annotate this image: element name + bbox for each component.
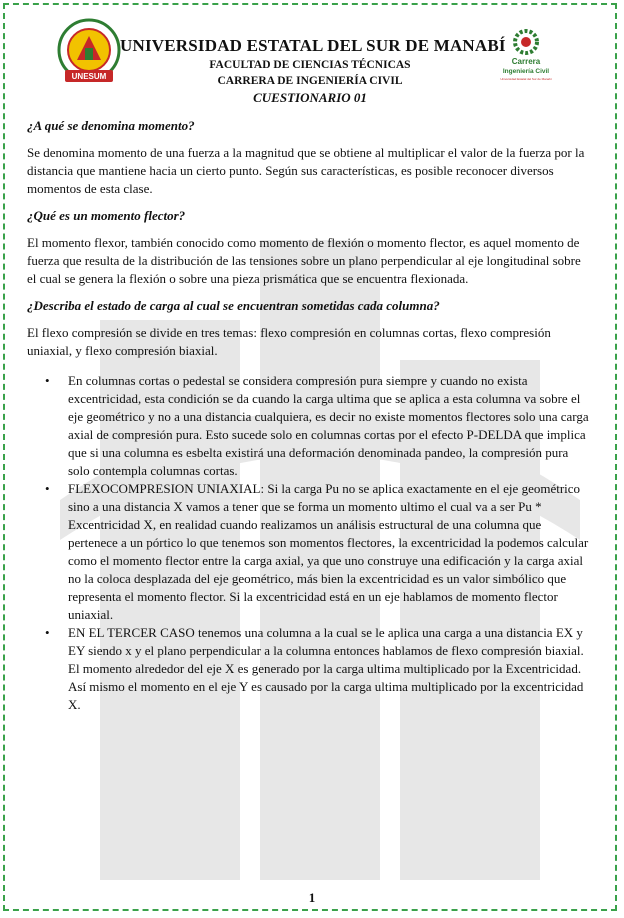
list-item-text: FLEXOCOMPRESION UNIAXIAL: Si la carga Pu no se aplica exactamente en el eje geométrico sino a una distancia X vamos a tener que se forma un momento ultimo el cual va a ser Pu * Excentricidad X, en realidad cuando realizamos un análisis estructural de una columna que pertenece a un pórtico lo que tenemos son momentos flectores, la excentricidad la podemos calcular como el momento flector entre la carga axial, ya que uno construye una edificación y la carga axial no la coloca desplazada del eje geométrico, más bien la excentricidad es un valor simbólico que representa el momento flector. Si la excentricidad está en un eje hablamos de momento flector uniaxial. xyxy=(68,481,589,622)
seal-banner-text: UNESUM xyxy=(71,72,107,81)
document-title: CUESTIONARIO 01 xyxy=(253,90,367,105)
logo-line1: Carrera xyxy=(511,57,541,66)
university-name: UNIVERSIDAD ESTATAL DEL SUR DE MANABÍ xyxy=(120,36,506,55)
page-number: 1 xyxy=(308,890,316,905)
bullet-icon: • xyxy=(45,481,50,496)
document-body xyxy=(27,117,592,714)
logo-line3: Universidad Estatal del Sur de Manabí xyxy=(500,77,552,81)
list-item-text: EN EL TERCER CASO tenemos una columna a la cual se le aplica una carga a una distancia EX y EY siendo x y el plano perpendicular a la columna entonces hablamos de flexo compresión biaxial. El momento alrededor del eje X es generado por la carga ultima multiplicado por la Excentricidad. Así mismo el momento en el eje Y es causado por la carga ultima multiplicado por la excentricidad X. xyxy=(68,625,584,712)
answer-1: Se denomina momento de una fuerza a la magnitud que se obtiene al multiplicar el valor de la fuerza por la distancia que mantiene hacia un cierto punto. Según sus características, es posible reconocer diversos momentos de esta clase. xyxy=(27,145,585,196)
question-1: ¿A qué se denomina momento? xyxy=(27,118,195,133)
question-3: ¿Describa el estado de carga al cual se encuentran sometidas cada columna? xyxy=(27,298,440,313)
load-cases-list xyxy=(27,372,592,714)
faculty-name: FACULTAD DE CIENCIAS TÉCNICAS xyxy=(209,59,411,71)
logo-line2: Ingeniería Civil xyxy=(502,68,550,75)
question-2: ¿Qué es un momento flector? xyxy=(27,208,186,223)
list-item xyxy=(27,372,592,480)
bullet-icon: • xyxy=(45,373,50,388)
bullet-icon: • xyxy=(45,625,50,640)
list-item xyxy=(27,624,592,714)
career-name: CARRERA DE INGENIERÍA CIVIL xyxy=(217,75,403,87)
civil-engineering-gear-logo xyxy=(500,28,552,88)
document-header xyxy=(0,18,624,113)
university-seal-logo xyxy=(55,18,123,88)
list-item-text: En columnas cortas o pedestal se considera compresión pura siempre y cuando no exista excentricidad, esta condición se da cuando la carga ultima que se aplica a esta columna va sobre el eje geométrico y no a una distancia cualquiera, es decir no existe momentos flectores solo una carga axial de compresión pura. Esto sucede solo en columnas cortas por el efecto P-DELDA que implica que si una columna es esbelta existirá una deformación denominada pandeo, la compresión pura solo contempla columnas cortas. xyxy=(68,373,589,478)
answer-3: El flexo compresión se divide en tres temas: flexo compresión en columnas cortas, flexo compresión uniaxial, y flexo compresión biaxial. xyxy=(27,325,551,358)
list-item xyxy=(27,480,592,624)
answer-2: El momento flexor, también conocido como momento de flexión o momento flector, es aquel momento de fuerza que resulta de la distribución de las tensiones sobre un plano perpendicular al eje longitudinal sobre el cual se genera la flexión o sobre una pieza prismática que se encuentra flexionada. xyxy=(27,235,581,286)
